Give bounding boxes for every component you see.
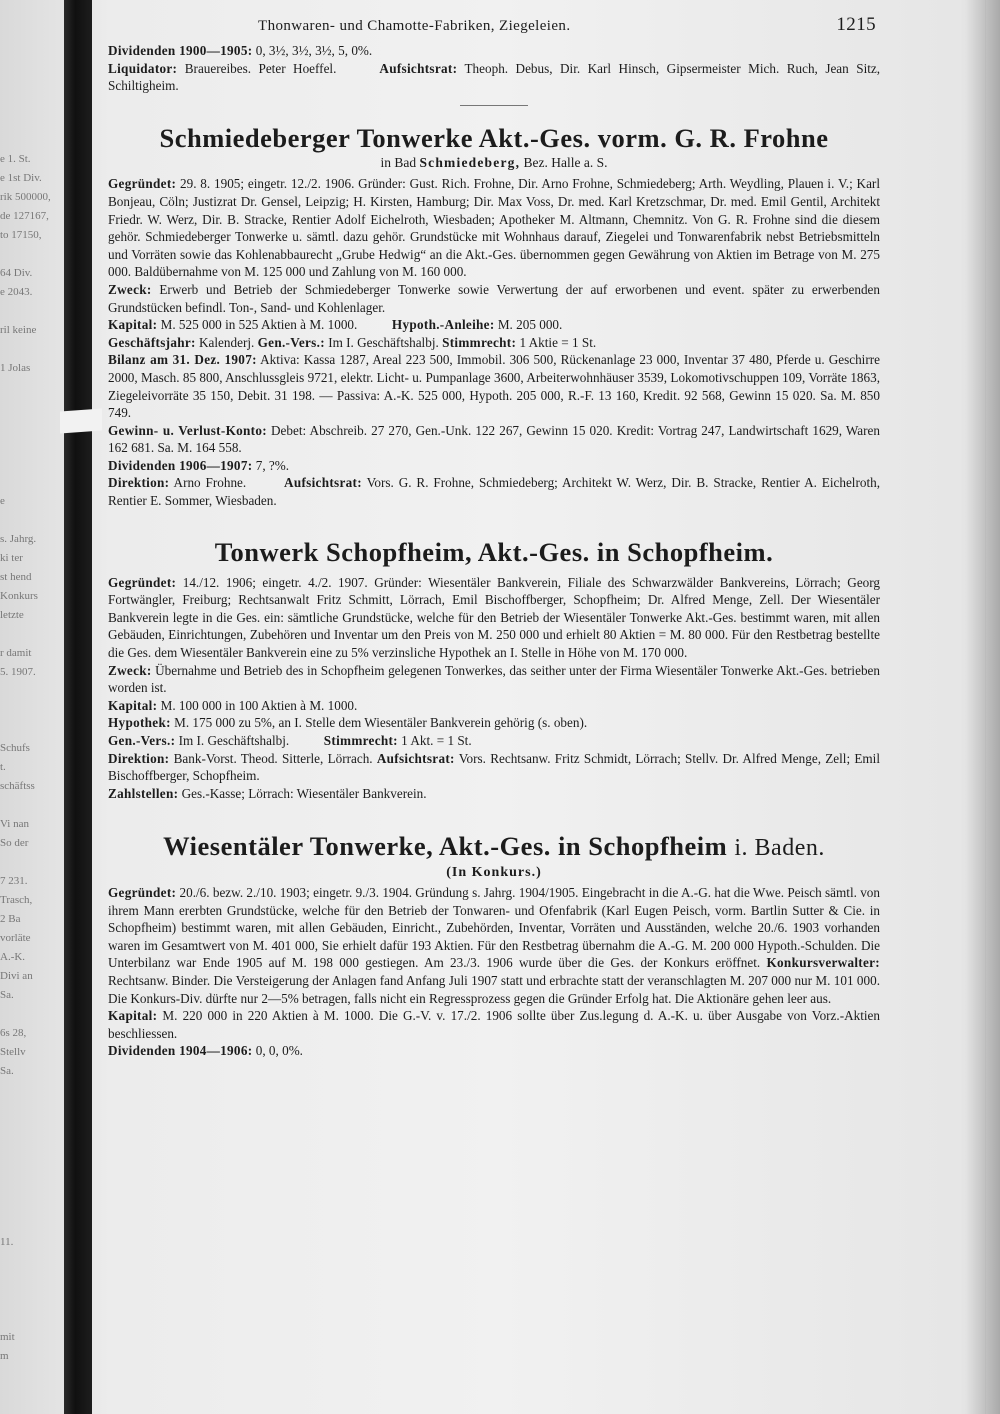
board-text: Vors. G. R. Frohne, Schmiedeberg; Architekt W. Werz, Dir. B. Stracke, Rentier A. Eichelroth, Rentier E. Sommer, Wiesbaden. bbox=[108, 475, 881, 509]
margin-fragment: 7 231. bbox=[0, 875, 28, 887]
running-head-title: Thonwaren- und Chamotte-Fabriken, Ziegeleien. bbox=[258, 18, 571, 34]
meeting-label: Gen.-Vers.: bbox=[257, 334, 325, 350]
dividends-label: Dividenden 1904—1906: bbox=[108, 1043, 253, 1059]
purpose-label: Zweck: bbox=[108, 662, 152, 678]
capital-label: Kapital: bbox=[108, 697, 158, 713]
directors-label: Direktion: bbox=[108, 750, 170, 766]
margin-fragment: st hend bbox=[0, 571, 32, 583]
margin-fragment bbox=[0, 1005, 66, 1024]
margin-fragment bbox=[0, 1214, 66, 1233]
fiscal-label: Geschäftsjahr: bbox=[108, 334, 196, 350]
margin-fragment bbox=[0, 625, 66, 644]
capital-text: M. 525 000 in 525 Aktien à M. 1000. bbox=[160, 317, 358, 333]
location-suffix: Bez. Halle a. S. bbox=[523, 154, 608, 170]
margin-fragment: 5. 1907. bbox=[0, 666, 36, 678]
paying-agents-label: Zahlstellen: bbox=[108, 785, 179, 801]
entry-schmiedeberger-tonwerke bbox=[108, 122, 880, 510]
receiver-text: Rechtsanw. Binder. Die Versteigerung der Anlagen fand Anfang Juli 1907 statt und erbrachte statt der veranschlagten M. 207 000 nur M. 101 000. Die Konkurs-Div. dürfte nur 2—5% betragen, falls nicht ein Regressprozess gegen die Gründer Erfolg hat. Die Aktionäre gehen leer aus. bbox=[108, 972, 880, 1006]
margin-fragment bbox=[0, 1252, 66, 1271]
board-label: Aufsichtsrat: bbox=[376, 750, 455, 766]
location-name: Schmiedeberg, bbox=[419, 154, 521, 170]
margin-fragment bbox=[0, 1138, 66, 1157]
margin-fragment: Sa. bbox=[0, 989, 14, 1001]
margin-fragment: 2 Ba bbox=[0, 913, 21, 925]
insolvency-status: (In Konkurs.) bbox=[446, 865, 542, 881]
founded-text: 20./6. bezw. 2./10. 1903; eingetr. 9./3. 1904. Gründung s. Jahrg. 1904/1905. Eingebracht in die A.-G. hat die Wwe. Peisch sämtl. von ihrem Mann ererbten Grundstücke, welche für den Betrieb der Tonwaren- und Ofenfabrik (Karl Eugen Peisch, vorm. Bartlin Sutter & Cie. in Schopfheim) bestimmt waren, mit allen Gebäuden, Einricht., Zubehörden, Inventar, Vorräten und Ausständen, welche 20./6. 1903 vorhanden waren im Gesamtwert von M. 401 000, Sie erhielt dafür 193 Aktien. Für den Restbetrag übernahm die A.-G. M. 200 000 Hypoth.-Schulden. Die Unterbilanz war Ende 1905 auf M. 198 000 gestiegen. Am 23./3. 1906 wurde über die Ges. der Konkurs eröffnet. bbox=[108, 884, 880, 971]
right-edge-line bbox=[985, 0, 986, 1414]
left-margin-bleed bbox=[0, 150, 66, 1414]
mortgage-label: Hypoth.-Anleihe: bbox=[391, 317, 495, 333]
margin-fragment bbox=[0, 416, 66, 435]
capital-paragraph bbox=[108, 697, 880, 715]
section-rule bbox=[460, 105, 528, 106]
meeting-text: Im I. Geschäftshalbj. bbox=[328, 334, 439, 350]
margin-fragment bbox=[0, 701, 66, 720]
vote-label: Stimmrecht: bbox=[442, 334, 517, 350]
binding-paper-tear bbox=[60, 409, 102, 434]
meeting-label: Gen.-Vers.: bbox=[108, 733, 176, 748]
prev-liquidator-text: Brauereibes. Peter Hoeffel. bbox=[184, 60, 337, 76]
company-title-tail: i. Baden. bbox=[734, 835, 825, 862]
margin-fragment bbox=[0, 511, 66, 530]
margin-fragment: mit bbox=[0, 1331, 15, 1343]
margin-fragment bbox=[0, 682, 66, 701]
margin-fragment bbox=[0, 340, 66, 359]
margin-fragment: to 17150, bbox=[0, 229, 42, 241]
mortgage-label: Hypothek: bbox=[108, 715, 171, 731]
meeting-text: Im I. Geschäftshalbj. bbox=[178, 733, 290, 748]
prev-liquidator-label: Liquidator: bbox=[108, 60, 178, 76]
directors-board-paragraph bbox=[108, 474, 880, 509]
margin-fragment: letzte bbox=[0, 609, 24, 621]
company-title: Tonwerk Schopfheim, Akt.-Ges. in Schopfheim. bbox=[214, 536, 774, 567]
vote-label: Stimmrecht: bbox=[323, 733, 398, 748]
margin-fragment: Divi an bbox=[0, 970, 33, 982]
capital-label: Kapital: bbox=[108, 317, 158, 333]
margin-fragment: 6s 28, bbox=[0, 1027, 27, 1039]
margin-fragment bbox=[0, 1290, 66, 1309]
pl-text: Debet: Abschreib. 27 270, Gen.-Unk. 122 267, Gewinn 15 020. Kredit: Vortrag 247, Landwirtschaft 1629, Waren 162 681. Sa. M. 164 558. bbox=[108, 422, 880, 456]
board-label: Aufsichtsrat: bbox=[284, 475, 362, 491]
margin-fragment bbox=[0, 1271, 66, 1290]
margin-fragment: e bbox=[0, 495, 5, 507]
margin-fragment bbox=[0, 302, 66, 321]
directors-label: Direktion: bbox=[108, 475, 170, 491]
dividends-text: 0, 0, 0%. bbox=[255, 1043, 303, 1059]
margin-fragment: ki ter bbox=[0, 552, 23, 564]
running-head bbox=[108, 12, 880, 42]
founded-paragraph bbox=[108, 175, 880, 281]
board-text: Vors. Rechtsanw. Fritz Schmidt, Lörrach; Stellv. Dr. Alfred Menge, Zell; Emil Bischoffberger, Schopfheim. bbox=[108, 750, 881, 784]
vote-text: 1 Aktie = 1 St. bbox=[519, 334, 597, 350]
capital-paragraph bbox=[108, 316, 880, 334]
prev-board-text: Theoph. Debus, Dir. Karl Hinsch, Gipsermeister Mich. Ruch, Jean Sitz, Schiltigheim. bbox=[108, 60, 881, 94]
entry-wiesentaler-tonwerke bbox=[108, 830, 880, 1060]
paying-agents-paragraph bbox=[108, 785, 880, 803]
margin-fragment: Sa. bbox=[0, 1065, 14, 1077]
margin-fragment: rik 500000, bbox=[0, 191, 51, 203]
margin-fragment: e 1st Div. bbox=[0, 172, 42, 184]
margin-fragment: Trasch, bbox=[0, 894, 33, 906]
margin-fragment bbox=[0, 1157, 66, 1176]
margin-fragment bbox=[0, 435, 66, 454]
dividends-paragraph bbox=[108, 457, 880, 475]
prev-dividends bbox=[108, 42, 880, 60]
book-binding-shadow bbox=[64, 0, 92, 1414]
prev-dividends-text: 0, 3½, 3½, 3½, 5, 0%. bbox=[255, 43, 373, 58]
dividends-paragraph bbox=[108, 1042, 880, 1060]
company-title-main: Wiesentäler Tonwerke, Akt.-Ges. in Schopfheim bbox=[163, 831, 728, 862]
purpose-label: Zweck: bbox=[108, 281, 152, 297]
purpose-text: Übernahme und Betrieb des in Schopfheim gelegenen Tonwerkes, das seither unter der Firma Wiesentäler Tonwerke Akt.-Ges. betrieben worden ist. bbox=[108, 662, 880, 696]
fiscal-text: Kalenderj. bbox=[199, 334, 255, 350]
margin-fragment: e 1. St. bbox=[0, 153, 31, 165]
directors-text: Arno Frohne. bbox=[173, 475, 247, 491]
capital-paragraph bbox=[108, 1007, 880, 1042]
pl-paragraph bbox=[108, 422, 880, 457]
margin-fragment bbox=[0, 473, 66, 492]
mortgage-text: M. 175 000 zu 5%, an I. Stelle dem Wiesentäler Bankverein gehörig (s. oben). bbox=[174, 715, 588, 731]
balance-label: Bilanz am 31. Dez. 1907: bbox=[108, 352, 257, 368]
prev-board-label: Aufsichtsrat: bbox=[379, 60, 458, 76]
founded-label: Gegründet: bbox=[108, 574, 177, 590]
purpose-text: Erwerb und Betrieb der Schmiedeberger Tonwerke sowie Verwertung der auf erworbenen und event. später zu erwerbenden Grundstücken befindl. Ton-, Sand- und Kohlenlager. bbox=[108, 281, 881, 315]
balance-text: Aktiva: Kassa 1287, Areal 223 500, Immobil. 306 500, Rückenanlage 23 000, Inventar 37 480, Pferde u. Geschirre 2000, Masch. 85 800, Anschlussgleis 9721, elektr. Licht- u. Pumpanlage 3600, Arbeiterwohnhäuser 3539, Lokomotivschuppen 109, Vorräte 1863, Ziegeleivorräte 35 150, Debit. 31 198. — Passiva: A.-K. 525 000, Hypoth. 205 000, R.-F. 13 160, Kredit. 92 568, Gewinn 15 020. Sa. M. 850 749. bbox=[108, 352, 880, 421]
margin-fragment: Vi nan bbox=[0, 818, 29, 830]
dividends-label: Dividenden 1906—1907: bbox=[108, 457, 253, 473]
company-location bbox=[108, 154, 880, 172]
margin-fragment: 11. bbox=[0, 1236, 14, 1248]
purpose-paragraph bbox=[108, 281, 880, 316]
page-number: 1215 bbox=[836, 14, 876, 35]
fiscal-paragraph bbox=[108, 334, 880, 352]
founded-text: 14./12. 1906; eingetr. 4./2. 1907. Gründer: Wiesentäler Bankverein, Filiale des Schwarzwälder Bankvereins, Lörrach; Georg Fortwängler, Freiburg; Rechtsanwalt Fritz Schmitt, Lörrach, Emil Bischoffberger, Schopfheim; Dr. Alfred Menge, Zell. Der Wiesentäler Bankverein legte in die Ges. ein: sämtliche Grundstücke, welche für den Betrieb der Wiesentäler Tonwerke Akt.-Ges. bestimmt waren, mit allen Gebäuden, Einrichtungen, Zubehören und Inventar um den Preis von M. 250 000 und erhielt 80 Aktien = M. 80 000. Für den Restbetrag bestellte die Ges. dem Wiesentäler Bankverein eine zu 5% verzinsliche Hypothek an I. Stelle in Höhe von M. 170 000. bbox=[108, 574, 881, 661]
mortgage-text: M. 205 000. bbox=[497, 317, 563, 333]
capital-text: M. 220 000 in 220 Aktien à M. 1000. Die G.-V. v. 17./2. 1906 sollte über Zus.legung d. A.-K. u. über Ausgabe von Vorz.-Aktien beschliessen. bbox=[108, 1008, 880, 1041]
margin-fragment: 1 Jolas bbox=[0, 362, 31, 374]
capital-text: M. 100 000 in 100 Aktien à M. 1000. bbox=[160, 697, 358, 713]
margin-fragment: So der bbox=[0, 837, 29, 849]
margin-fragment: Konkurs bbox=[0, 590, 38, 602]
company-title: Schmiedeberger Tonwerke Akt.-Ges. vorm. G. R. Frohne bbox=[159, 122, 829, 153]
margin-fragment bbox=[0, 1176, 66, 1195]
margin-fragment: m bbox=[0, 1350, 9, 1362]
margin-fragment bbox=[0, 245, 66, 264]
margin-fragment: 64 Div. bbox=[0, 267, 33, 279]
entry-previous-tail bbox=[108, 42, 880, 106]
pl-label: Gewinn- u. Verlust-Konto: bbox=[108, 422, 267, 438]
founded-text: 29. 8. 1905; eingetr. 12./2. 1906. Gründer: Gust. Rich. Frohne, Dir. Arno Frohne, Schmiedeberg; Arth. Weydling, Plauen i. V.; Karl Bonjeau, Cöln; Justizrat Dr. Gensel, Leipzig; H. Kirsten, Hamburg; Dir. Max Voss, Dr. med. Karl Kretzschmar, Dr. med. Emil Gentil, Architekt Friedr. W. Werz, Dir. B. Stracke, Rentier Adolf Eichelroth, Wiesbaden; Apotheker M. Altmann, Chemnitz. Von G. R. Frohne sind die diesem gehör. Schmiedeberger Tonwerke u. sämtl. dazu gehör. Grundstücke mit Wohnhaus darauf, Ziegelei und Tonwarenfabrik nebst Betriebsmitteln und Vorräten sowie das Kohlenabbaurecht „Grube Hedwig“ an die Akt.-Ges. übernommen gegen Gewährung von Aktien im Betrage von M. 275 000. Baldübernahme von M. 125 000 und Zahlung von M. 160 000. bbox=[108, 176, 880, 280]
dividends-text: 7, ?%. bbox=[255, 457, 290, 473]
margin-fragment: e 2043. bbox=[0, 286, 33, 298]
directors-text: Bank-Vorst. Theod. Sitterle, Lörrach. bbox=[173, 750, 373, 766]
founded-label: Gegründet: bbox=[108, 884, 177, 900]
margin-fragment bbox=[0, 1081, 66, 1100]
founded-label: Gegründet: bbox=[108, 176, 177, 192]
margin-fragment bbox=[0, 1309, 66, 1328]
margin-fragment: de 127167, bbox=[0, 210, 49, 222]
founded-paragraph bbox=[108, 884, 880, 1007]
directors-board-paragraph bbox=[108, 750, 880, 785]
mortgage-paragraph bbox=[108, 714, 880, 732]
margin-fragment: t. bbox=[0, 761, 6, 773]
margin-fragment: schäftss bbox=[0, 780, 35, 792]
margin-fragment bbox=[0, 454, 66, 473]
margin-fragment bbox=[0, 1119, 66, 1138]
entry-tonwerk-schopfheim bbox=[108, 536, 880, 803]
margin-fragment: r damit bbox=[0, 647, 32, 659]
paying-agents-text: Ges.-Kasse; Lörrach: Wiesentäler Bankverein. bbox=[181, 785, 427, 801]
page-content bbox=[108, 12, 880, 1074]
vote-text: 1 Akt. = 1 St. bbox=[401, 733, 472, 748]
purpose-paragraph bbox=[108, 662, 880, 697]
margin-fragment bbox=[0, 796, 66, 815]
margin-fragment: vorläte bbox=[0, 932, 31, 944]
margin-fragment: ril keine bbox=[0, 324, 37, 336]
margin-fragment bbox=[0, 378, 66, 397]
company-title bbox=[108, 830, 880, 864]
margin-fragment: s. Jahrg. bbox=[0, 533, 37, 545]
balance-paragraph bbox=[108, 351, 880, 421]
capital-label: Kapital: bbox=[108, 1008, 158, 1024]
prev-dividends-label: Dividenden 1900—1905: bbox=[108, 43, 253, 58]
receiver-label: Konkursverwalter: bbox=[766, 955, 880, 971]
margin-fragment bbox=[0, 1100, 66, 1119]
margin-fragment bbox=[0, 1195, 66, 1214]
margin-fragment: Schufs bbox=[0, 742, 30, 754]
margin-fragment: Stellv bbox=[0, 1046, 26, 1058]
margin-fragment: A.-K. bbox=[0, 951, 26, 963]
margin-fragment bbox=[0, 720, 66, 739]
meeting-paragraph bbox=[108, 732, 880, 750]
founded-paragraph bbox=[108, 574, 880, 662]
right-page-edge bbox=[966, 0, 1000, 1414]
margin-fragment bbox=[0, 397, 66, 416]
prev-liquidator-board bbox=[108, 60, 880, 95]
margin-fragment bbox=[0, 853, 66, 872]
location-prefix: in Bad bbox=[380, 154, 417, 170]
